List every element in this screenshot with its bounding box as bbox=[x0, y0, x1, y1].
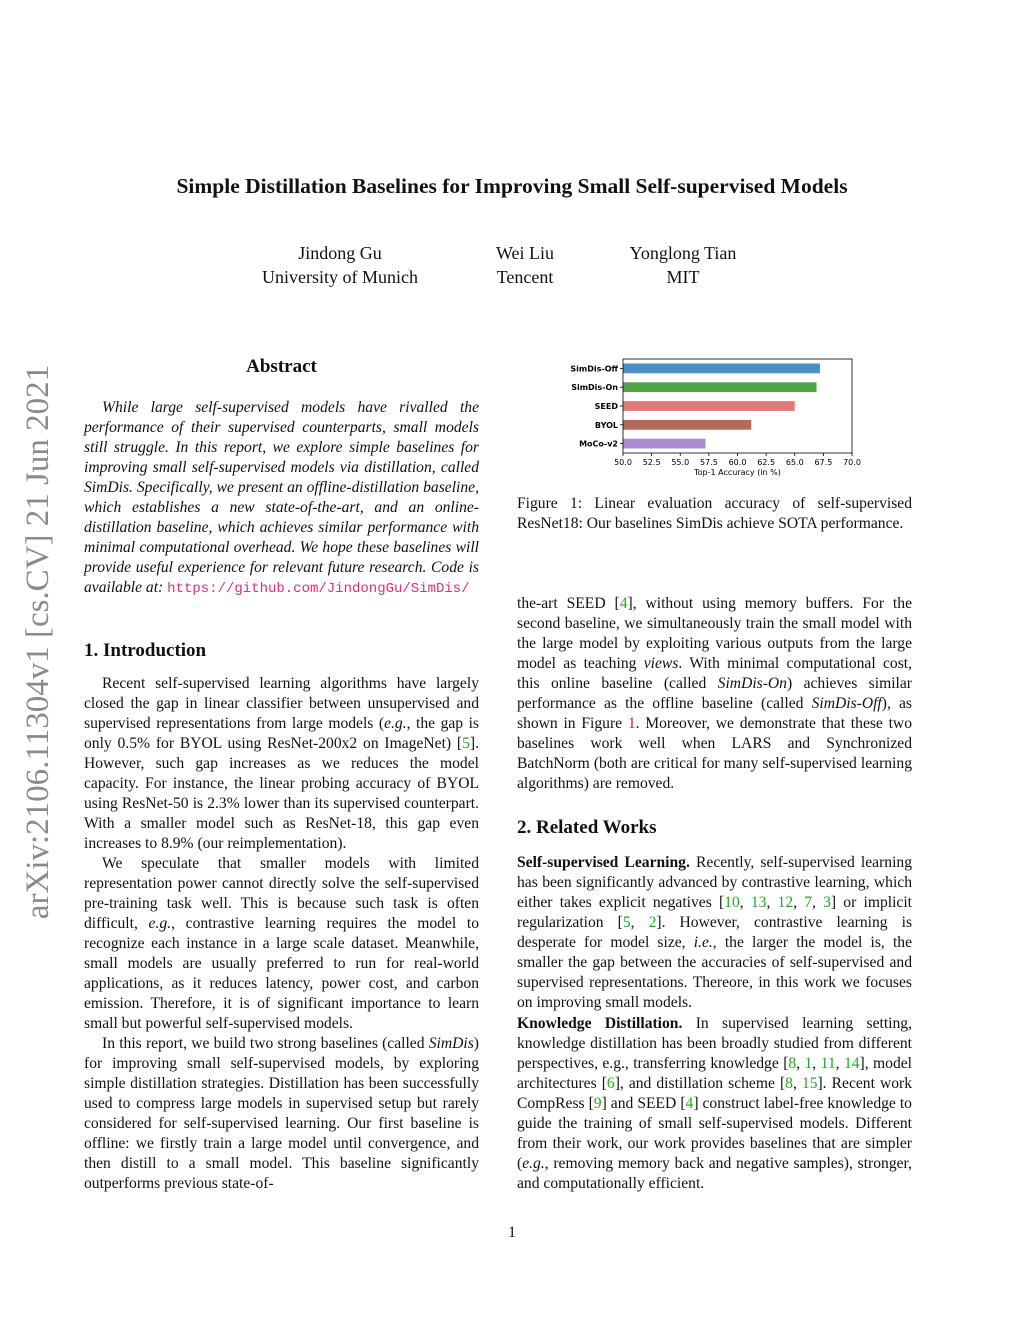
text-run: ]. However, contrastive learning is desperate for model size, bbox=[517, 914, 913, 951]
text-run: the-art SEED [ bbox=[517, 595, 620, 612]
citation-link[interactable]: 10 bbox=[724, 894, 740, 911]
text-run: SimDis bbox=[428, 1035, 474, 1052]
citation-link[interactable]: 5 bbox=[622, 914, 631, 931]
bar-simdis-off bbox=[623, 364, 820, 374]
intro-paragraph bbox=[84, 854, 479, 1034]
text-run: , the larger the model is, the smaller the gap between the accuracies of self-supervised and supervised representations. Thereore, in this work we focuses on improving small models. bbox=[517, 934, 912, 1011]
text-run: SimDis-On bbox=[717, 675, 787, 692]
arxiv-side-label: arXiv:2106.11304v1 [cs.CV] 21 Jun 2021 bbox=[20, 364, 56, 920]
related-works-text bbox=[517, 853, 912, 1194]
text-run: , removing memory back and negative samples), stronger, and computationally efficient. bbox=[517, 1155, 912, 1192]
citation-link[interactable]: 4 bbox=[619, 595, 628, 612]
citation-link[interactable]: 3 bbox=[823, 894, 831, 911]
x-tick-label: 50.0 bbox=[614, 458, 632, 467]
citation-link[interactable]: 4 bbox=[685, 1095, 694, 1112]
text-run: ) for improving small self-supervised models, by exploring simple distillation strategies. Distillation has been successfully used to compress large models in supervised setup but rarely considered for self-supervised learning. Our first baseline is offline: we firstly train a large model until convergence, and then distill to a small model. This baseline significantly outperforms previous state-of- bbox=[84, 1035, 479, 1192]
paper-title: Simple Distillation Baselines for Improving Small Self-supervised Models bbox=[176, 174, 848, 198]
citation-link[interactable]: 14 bbox=[843, 1055, 860, 1072]
bar-seed bbox=[623, 401, 795, 411]
y-tick-label: SimDis-Off bbox=[570, 364, 618, 374]
citation-link[interactable]: 2 bbox=[648, 914, 657, 931]
citation-link[interactable]: 8 bbox=[785, 1075, 793, 1092]
abstract-body: While large self-supervised models have rivalled the performance of their supervised counterparts, small models still struggle. In this report, we explore simple baselines for improving small self-supervised models via distillation, called SimDis. Specifically, we present an offline-distillation baseline, which establishes a new state-of-the-art, and an online-distillation baseline, which achieves similar performance with minimal computational overhead. We hope these baselines will provide useful experience for relevant future research. Code is available at: bbox=[84, 399, 479, 596]
figure-reference-link[interactable]: 1 bbox=[627, 715, 636, 732]
text-run: We speculate that smaller models with limited representation power cannot directly solve the self-supervised pre-training task well. This is because such task is often difficult, bbox=[84, 855, 479, 932]
author-block bbox=[455, 241, 595, 289]
bar-byol bbox=[623, 420, 751, 430]
author-name: Yonglong Tian bbox=[629, 243, 737, 263]
intro-paragraph bbox=[84, 1034, 479, 1194]
x-tick-label: 60.0 bbox=[728, 458, 747, 467]
text-run: Recent self-supervised learning algorithms have largely closed the gap in linear classifier between unsupervised and supervised representations from large models ( bbox=[84, 675, 479, 732]
text-run: , contrastive learning requires the model to recognize each instance in a large scale dataset. Meanwhile, small models are usually preferred to run for real-world applications, as it reduces latency, power cost, and carbon emission. Therefore, it is of significant importance to learn small but powerful self-supervised models. bbox=[84, 915, 479, 1032]
text-run: ]. However, such gap increases as we reduces the model capacity. For instance, the linear probing accuracy of BYOL using ResNet-50 is 2.3% lower than its supervised counterpart. With a smaller model such as ResNet-18, this gap even increases to 8.9% (our reimplementation). bbox=[84, 735, 479, 852]
kd-paragraph: Knowledge Distillation. In supervised learning setting, knowledge distillation has been broadly studied from different perspectives, e.g., transferring knowledge [8, 1, 11, 14], model architectures [6], and distillation scheme [8, 15]. Recent work CompRess [9] and SEED [4] construct label-free knowledge to guide the training of small self-supervised models. Different from their work, our work provides baselines that are simpler (e.g., removing memory back and negative samples), stronger, and computationally efficient. bbox=[517, 1015, 913, 1192]
y-tick-label: SimDis-On bbox=[571, 383, 618, 393]
text-run: ) achieves similar performance as the offline baseline (called bbox=[517, 675, 912, 712]
bar-moco-v2 bbox=[623, 439, 705, 449]
author-affiliation: University of Munich bbox=[262, 267, 418, 287]
page-number: 1 bbox=[508, 1224, 516, 1241]
author-affiliation: MIT bbox=[666, 267, 700, 287]
author-block bbox=[608, 241, 758, 289]
text-run: In this report, we build two strong baselines (called bbox=[102, 1035, 429, 1052]
text-run: views bbox=[643, 655, 679, 672]
text-run: ], without using memory buffers. For the second baseline, we simultaneously train the small model with the large model by exploiting various outputs from the large model as teaching bbox=[517, 595, 912, 672]
figure-caption: Figure 1: Linear evaluation accuracy of self-supervised ResNet18: Our baselines SimDis achieve SOTA performance. bbox=[517, 495, 912, 532]
text-run: , the gap is only 0.5% for BYOL using ResNet-200x2 on ImageNet) [ bbox=[84, 715, 479, 752]
x-tick-label: 65.0 bbox=[785, 458, 804, 467]
x-tick-label: 57.5 bbox=[699, 458, 718, 467]
citation-link[interactable]: 13 bbox=[750, 894, 767, 911]
text-run: SimDis-Off bbox=[811, 695, 882, 712]
author-block bbox=[240, 241, 440, 289]
text-run: . With minimal computational cost, this online baseline (called bbox=[517, 655, 913, 692]
text-run: ] or implicit regularization [ bbox=[517, 894, 913, 931]
text-run: ] construct label-free knowledge to guide the training of small self-supervised models. Different from their work, our work provides baselines that are simpler ( bbox=[517, 1095, 912, 1172]
citation-link[interactable]: 9 bbox=[593, 1095, 602, 1112]
right-column-text bbox=[517, 594, 912, 794]
text-run: e.g. bbox=[384, 715, 407, 732]
intro-continued-paragraph bbox=[517, 594, 912, 794]
abstract-text bbox=[84, 398, 479, 599]
ssl-paragraph: Self-supervised Learning. Recently, self-supervised learning has been significantly advanced by contrastive learning, which either takes explicit negatives [10, 13, 12, 7, 3] or implicit regularization [5, 2]. However, contrastive learning is desperate for model size, i.e., the larger the model is, the smaller the gap between the accuracies of self-supervised and supervised representations. Thereore, in this work we focuses on improving small models. bbox=[517, 854, 913, 1011]
x-tick-label: 70.0 bbox=[843, 458, 861, 467]
text-run: ), as shown in Figure bbox=[517, 695, 912, 732]
citation-link[interactable]: 1 bbox=[804, 1055, 813, 1072]
text-run: ], model architectures [ bbox=[517, 1055, 913, 1092]
bar-simdis-on bbox=[623, 382, 817, 392]
code-link[interactable]: https://github.com/JindongGu/SimDis/ bbox=[167, 581, 470, 597]
x-tick-label: 62.5 bbox=[757, 458, 776, 467]
x-tick-label: 55.0 bbox=[671, 458, 690, 467]
text-run: In supervised learning setting, knowledge distillation has been broadly studied from different perspectives, e.g., transferring knowledge [ bbox=[517, 1015, 912, 1072]
citation-link[interactable]: 6 bbox=[606, 1075, 615, 1092]
citation-link[interactable]: 15 bbox=[801, 1075, 818, 1092]
y-tick-label: BYOL bbox=[594, 420, 618, 430]
citation-link[interactable]: 11 bbox=[820, 1055, 836, 1072]
text-run: ]. Recent work CompRess [ bbox=[517, 1075, 913, 1112]
citation-link[interactable]: 8 bbox=[788, 1055, 797, 1072]
intro-heading: 1. Introduction bbox=[84, 640, 207, 661]
intro-text bbox=[84, 674, 479, 1194]
y-tick-label: MoCo-v2 bbox=[579, 439, 618, 449]
author-affiliation: Tencent bbox=[496, 267, 554, 287]
x-axis-label: Top-1 Accuracy (in %) bbox=[694, 468, 781, 477]
figure-1-chart bbox=[555, 353, 875, 483]
x-tick-label: 67.5 bbox=[814, 458, 833, 467]
x-tick-label: 52.5 bbox=[642, 458, 661, 467]
author-name: Wei Liu bbox=[495, 243, 555, 263]
citation-link[interactable]: 7 bbox=[804, 894, 813, 911]
y-tick-label: SEED bbox=[594, 402, 618, 411]
text-run: e.g. bbox=[522, 1155, 545, 1172]
text-run: Recently, self-supervised learning has been significantly advanced by contrastive learning, which either takes explicit negatives [ bbox=[517, 854, 913, 911]
author-name: Jindong Gu bbox=[298, 243, 382, 263]
intro-paragraph bbox=[84, 674, 479, 854]
text-run: i.e. bbox=[693, 934, 713, 951]
text-run: e.g. bbox=[148, 915, 172, 932]
paragraph-heading: Knowledge Distillation. bbox=[517, 1015, 683, 1032]
related-works-heading: 2. Related Works bbox=[517, 817, 657, 838]
text-run: ], and distillation scheme [ bbox=[614, 1075, 786, 1092]
text-run: ] and SEED [ bbox=[601, 1095, 686, 1112]
abstract-heading: Abstract bbox=[246, 356, 317, 377]
citation-link[interactable]: 5 bbox=[462, 735, 470, 752]
paragraph-heading: Self-supervised Learning. bbox=[517, 854, 690, 871]
text-run: . Moreover, we demonstrate that these two baselines work well when LARS and Synchronized BatchNorm (both are critical for many self-supervised learning algorithms) are removed. bbox=[517, 715, 912, 792]
citation-link[interactable]: 12 bbox=[777, 894, 794, 911]
